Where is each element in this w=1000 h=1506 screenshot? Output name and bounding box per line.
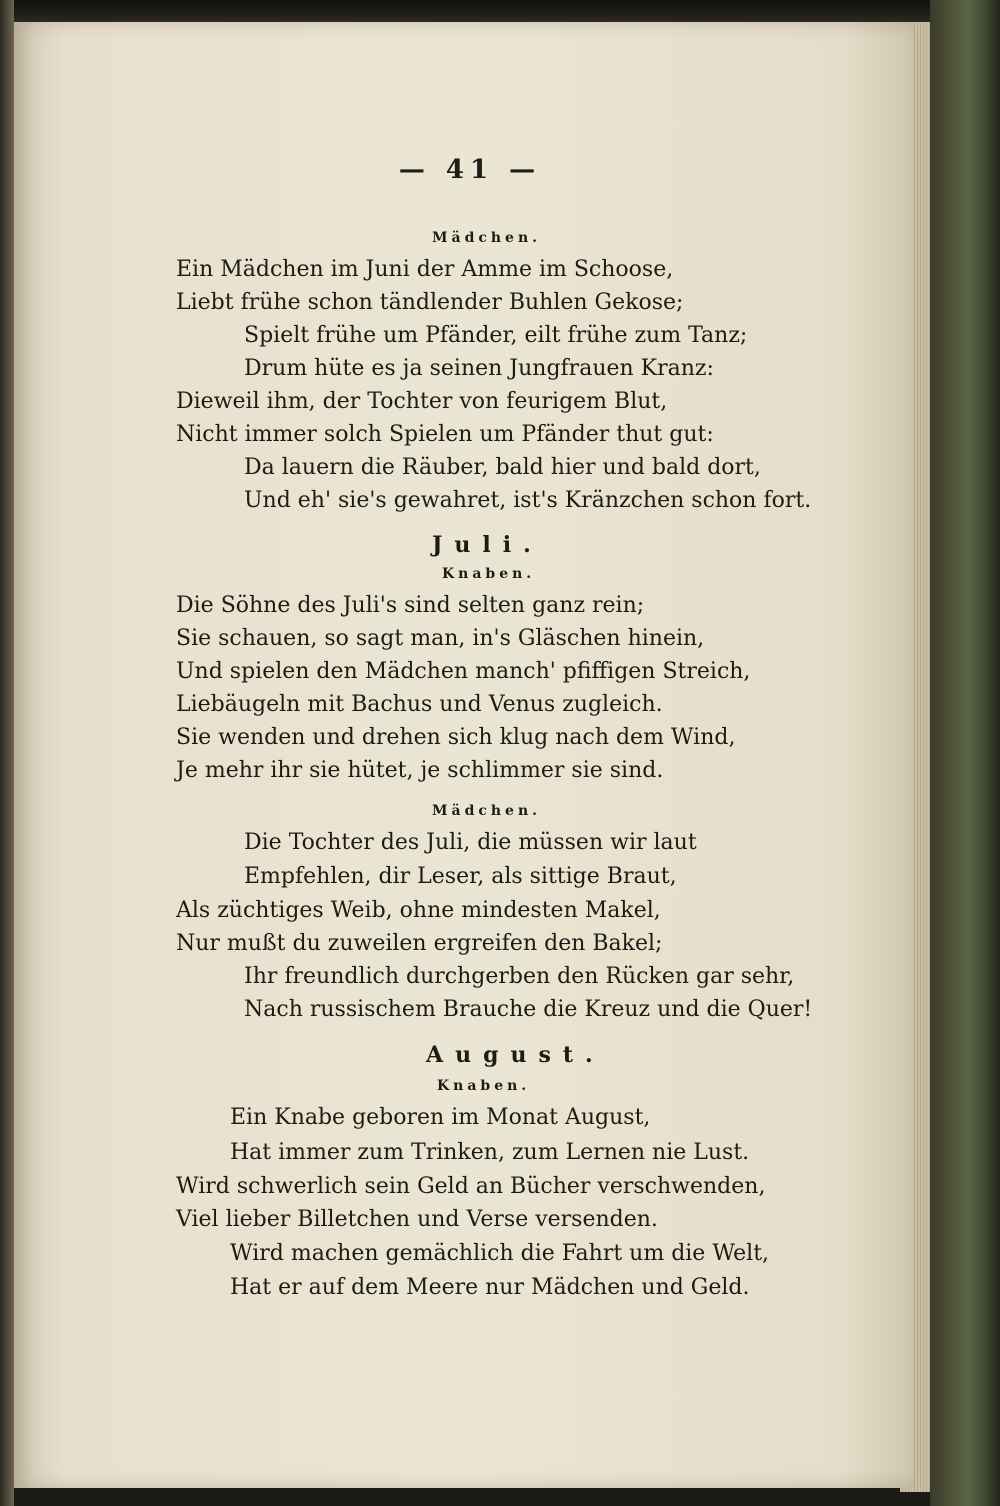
verse-line: Ihr freundlich durchgerben den Rücken gar sehr, xyxy=(244,964,795,989)
verse-line: Je mehr ihr sie hütet, je schlimmer sie sind. xyxy=(176,758,664,783)
verse-line: Liebäugeln mit Bachus und Venus zugleich. xyxy=(176,692,663,717)
verse-line: Und eh' sie's gewahret, ist's Kränzchen schon fort. xyxy=(244,488,812,513)
verse-line: Sie wenden und drehen sich klug nach dem Wind, xyxy=(176,725,736,750)
verse-line: Empfehlen, dir Leser, als sittige Braut, xyxy=(244,864,677,889)
month-heading: August. xyxy=(426,1042,605,1068)
verse-line: Ein Mädchen im Juni der Amme im Schoose, xyxy=(176,257,674,282)
book-cover-left xyxy=(0,0,14,1506)
verse-line: Drum hüte es ja seinen Jungfrauen Kranz: xyxy=(244,356,714,381)
verse-line: Wird machen gemächlich die Fahrt um die Welt, xyxy=(230,1241,770,1266)
verse-line: Hat immer zum Trinken, zum Lernen nie Lust. xyxy=(230,1140,750,1165)
speaker-heading: Mädchen. xyxy=(432,803,542,819)
verse-line: Hat er auf dem Meere nur Mädchen und Geld. xyxy=(230,1275,750,1300)
verse-line: Liebt frühe schon tändlender Buhlen Gekose; xyxy=(176,290,684,315)
verse-line: Nicht immer solch Spielen um Pfänder thut gut: xyxy=(176,422,714,447)
verse-line: Nach russischem Brauche die Kreuz und die Quer! xyxy=(244,997,813,1022)
verse-line: Spielt frühe um Pfänder, eilt frühe zum Tanz; xyxy=(244,323,748,348)
verse-line: Dieweil ihm, der Tochter von feurigem Blut, xyxy=(176,389,668,414)
verse-line: Die Söhne des Juli's sind selten ganz rein; xyxy=(176,593,645,618)
verse-line: Nur mußt du zuweilen ergreifen den Bakel; xyxy=(176,931,663,956)
book-cover-marbled xyxy=(930,0,1000,1506)
speaker-heading: Knaben. xyxy=(442,566,536,582)
verse-line: Da lauern die Räuber, bald hier und bald dort, xyxy=(244,455,761,480)
verse-line: Wird schwerlich sein Geld an Bücher verschwenden, xyxy=(176,1174,766,1199)
verse-line: Sie schauen, so sagt man, in's Gläschen hinein, xyxy=(176,626,705,651)
month-heading: Juli. xyxy=(432,532,543,558)
verse-line: Ein Knabe geboren im Monat August, xyxy=(230,1105,651,1130)
speaker-heading: Mädchen. xyxy=(432,230,542,246)
verse-line: Die Tochter des Juli, die müssen wir laut xyxy=(244,830,697,855)
verse-line: Viel lieber Billetchen und Verse versenden. xyxy=(176,1207,658,1232)
verse-line: Und spielen den Mädchen manch' pfiffigen Streich, xyxy=(176,659,751,684)
verse-line: Als züchtiges Weib, ohne mindesten Makel, xyxy=(176,898,661,923)
speaker-heading: Knaben. xyxy=(437,1078,531,1094)
page-number: — 41 — xyxy=(398,155,542,185)
scan-top-border xyxy=(0,0,1000,22)
